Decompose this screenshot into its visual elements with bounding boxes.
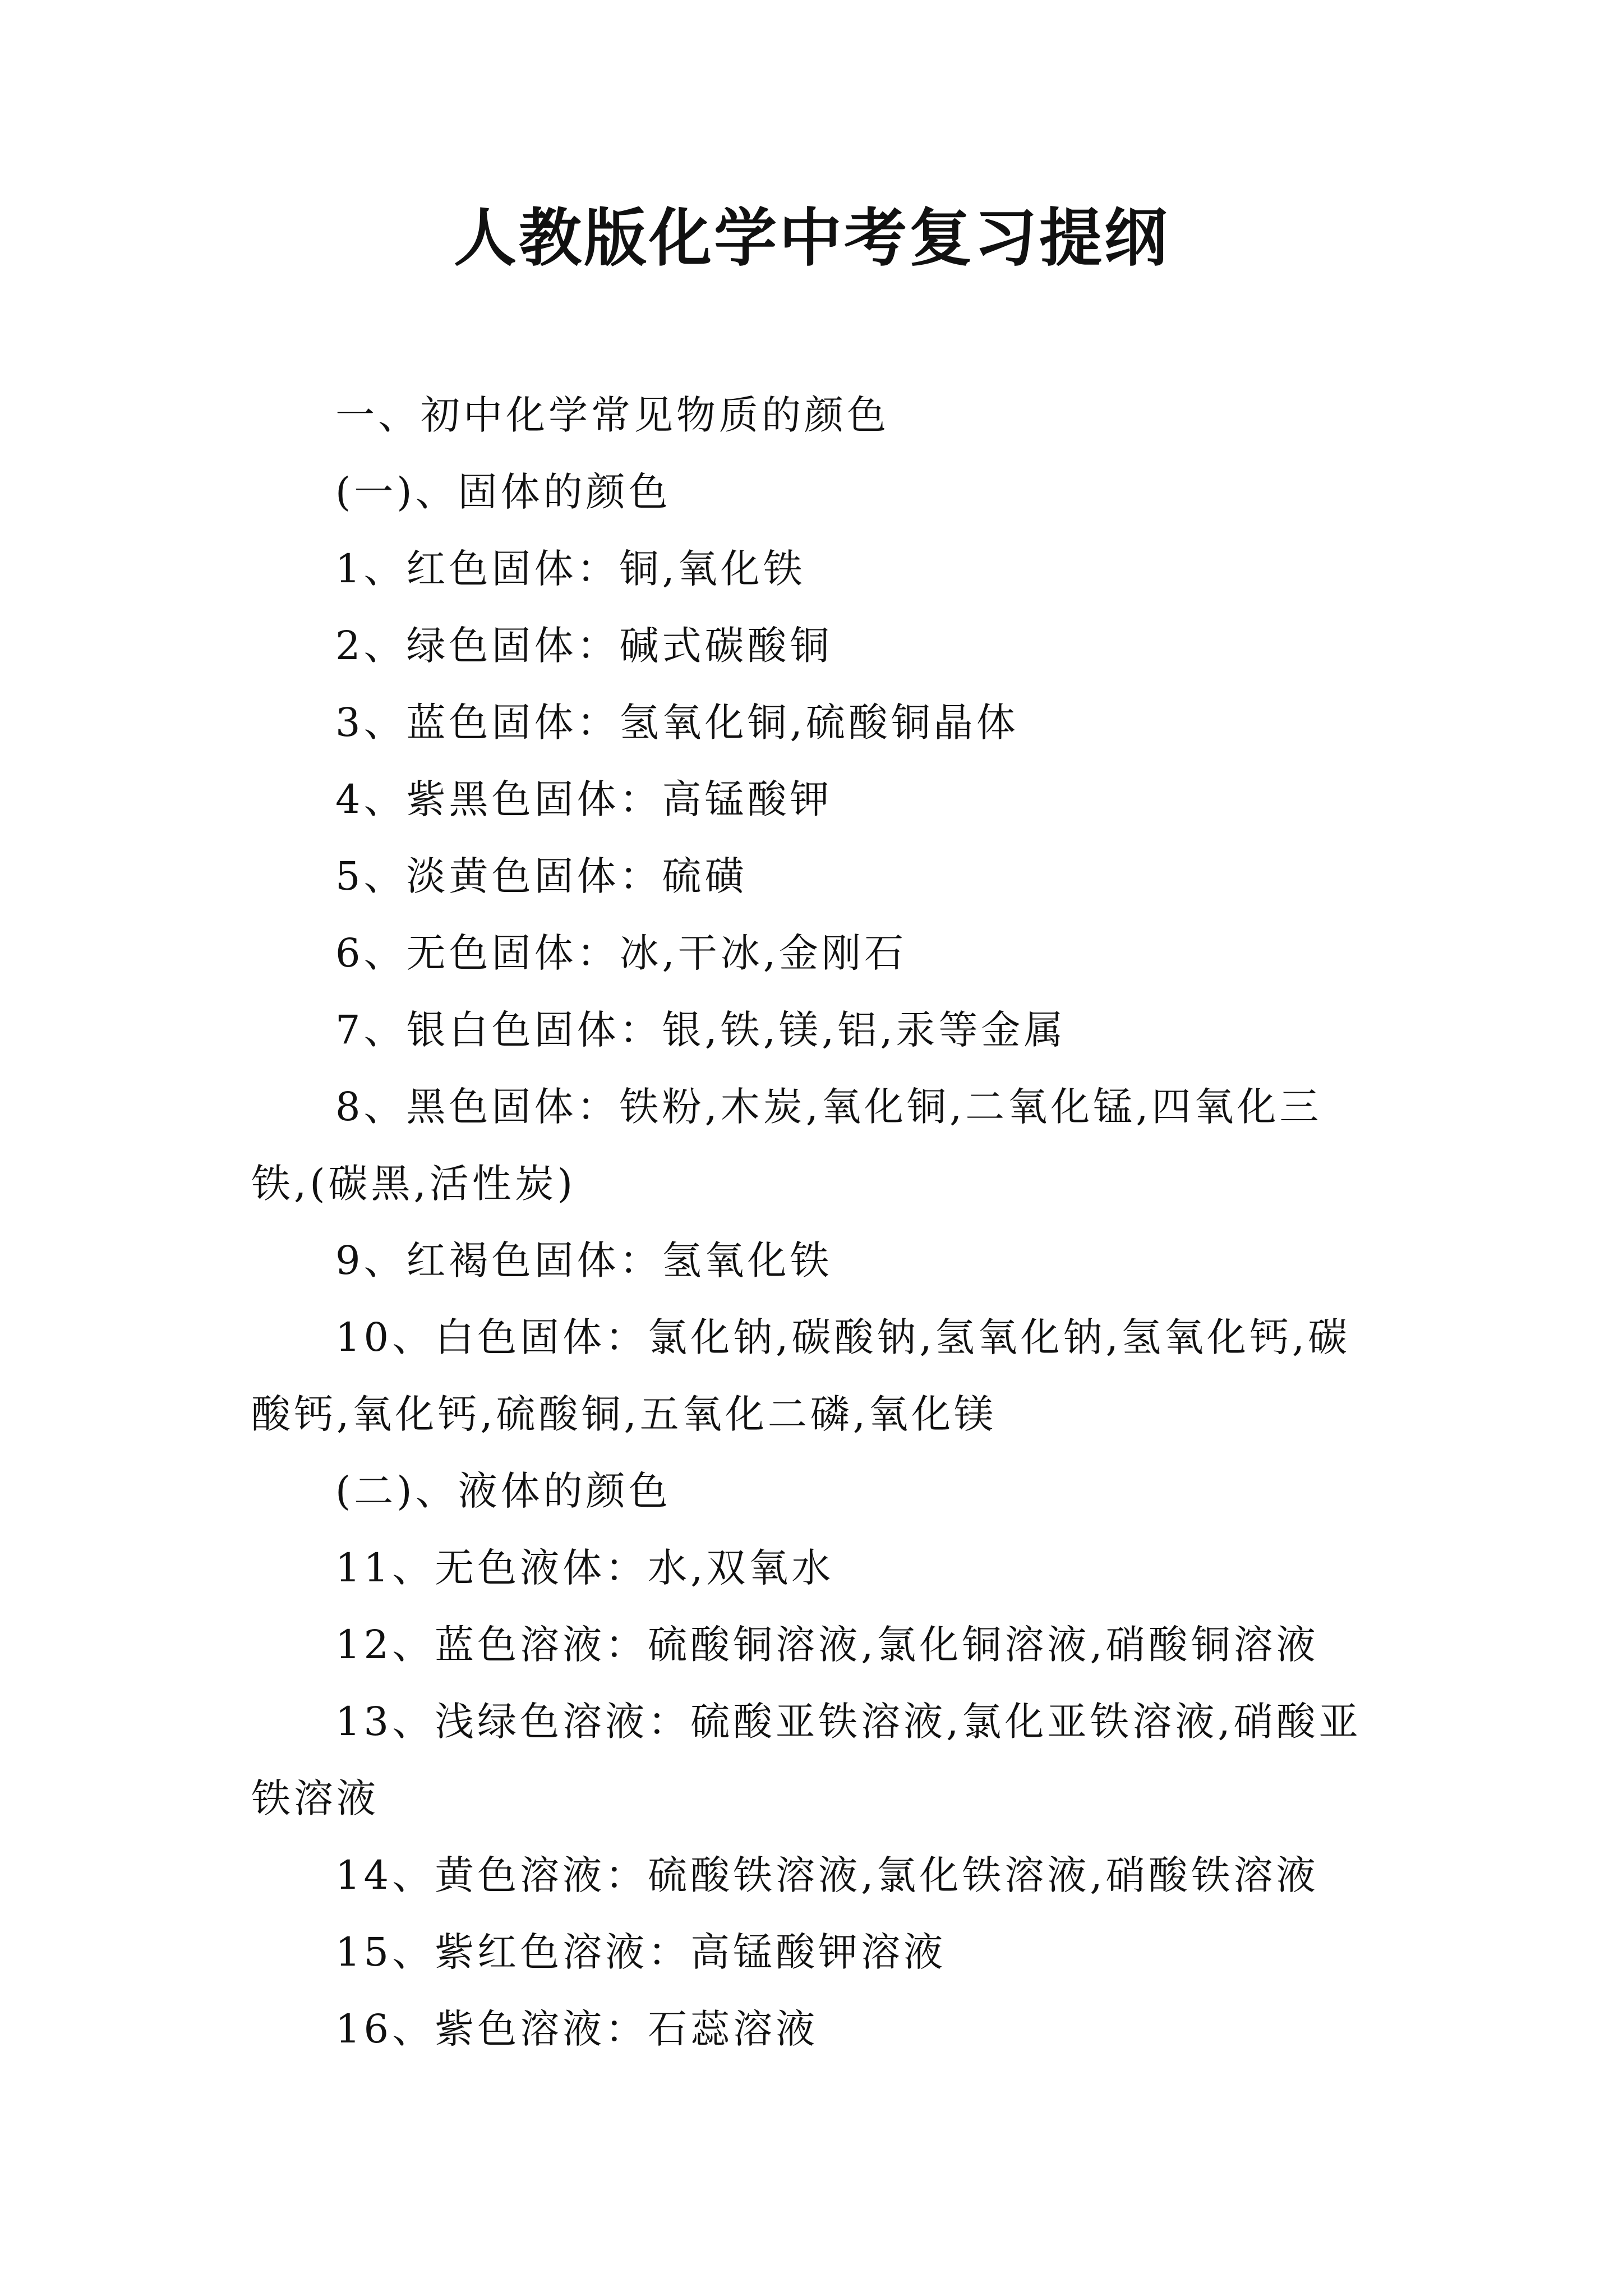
- list-item: 5、淡黄色固体：硫磺: [335, 853, 748, 899]
- list-item: 12、蓝色溶液：硫酸铜溶液,氯化铜溶液,硝酸铜溶液: [335, 1622, 1319, 1668]
- list-item-continuation: 铁溶液: [251, 1775, 379, 1821]
- subsection-heading: (二)、液体的颜色: [335, 1468, 671, 1514]
- list-item: 14、黄色溶液：硫酸铁溶液,氯化铁溶液,硝酸铁溶液: [335, 1852, 1319, 1898]
- list-item: 4、紫黑色固体：高锰酸钾: [335, 776, 833, 822]
- list-item: 11、无色液体：水,双氧水: [335, 1545, 834, 1591]
- list-item: 8、黑色固体：铁粉,木炭,氧化铜,二氧化锰,四氧化三: [335, 1084, 1322, 1130]
- subsection-heading: (一)、固体的颜色: [335, 469, 671, 515]
- list-item: 3、蓝色固体：氢氧化铜,硫酸铜晶体: [335, 700, 1019, 746]
- list-item: 7、银白色固体：银,铁,镁,铝,汞等金属: [335, 1007, 1067, 1053]
- list-item-continuation: 酸钙,氧化钙,硫酸铜,五氧化二磷,氧化镁: [251, 1391, 997, 1437]
- list-item: 13、浅绿色溶液：硫酸亚铁溶液,氯化亚铁溶液,硝酸亚: [335, 1699, 1362, 1745]
- list-item: 9、红褐色固体：氢氧化铁: [335, 1237, 833, 1283]
- list-item-continuation: 铁,(碳黑,活性炭): [251, 1161, 577, 1207]
- list-item: 2、绿色固体：碱式碳酸铜: [335, 623, 833, 669]
- list-item: 16、紫色溶液：石蕊溶液: [335, 2006, 819, 2052]
- document-title: 人教版化学中考复习提纲: [454, 201, 1169, 275]
- document-body: [251, 377, 1386, 2068]
- list-item: 15、紫红色溶液：高锰酸钾溶液: [335, 1929, 947, 1975]
- list-item: 1、红色固体：铜,氧化铁: [335, 546, 806, 592]
- list-item: 6、无色固体：冰,干冰,金刚石: [335, 930, 907, 976]
- section-heading: 一、初中化学常见物质的颜色: [335, 392, 889, 438]
- list-item: 10、白色固体：氯化钠,碳酸钠,氢氧化钠,氢氧化钙,碳: [335, 1314, 1351, 1360]
